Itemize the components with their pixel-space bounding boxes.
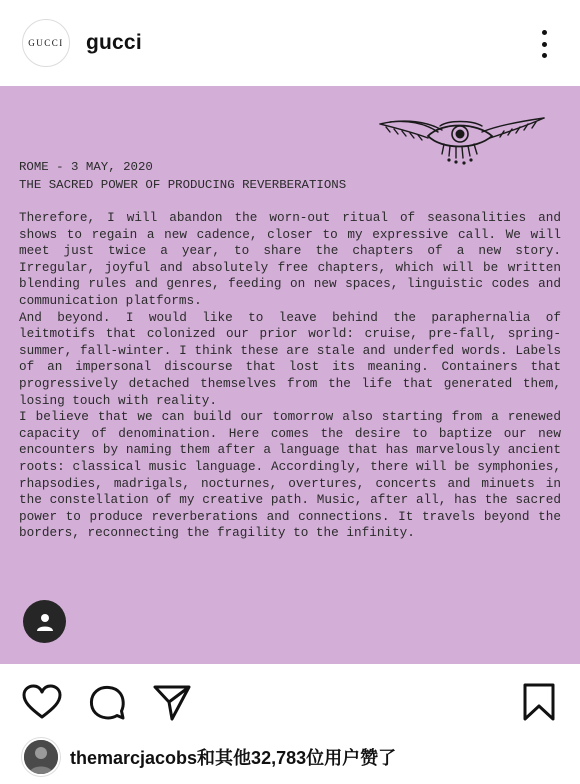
avatar-logo-text: GUCCI (28, 38, 64, 48)
comment-icon[interactable] (88, 684, 126, 722)
letter-paragraph: I believe that we can build our tomorrow also starting from a renewed capacity of denomination. Here comes the desire to baptize our new encounters by naming them after a language that has marvelously ancient roots: classical music language. Accordingly, there will be symphonies, rhapsodies, madrigals, nocturnes, overtures, concerts and minuets in the constellation of my creative path. Music, after all, has the sacred power to produce reverberations and connections. It travels beyond the borders, reconnecting the fragility to the infinity. (19, 409, 561, 541)
letter-paragraph: Therefore, I will abandon the worn-out ritual of seasonalities and shows to regain a new cadence, closer to my expressive call. We will meet just twice a year, to share the chapters of a new story. Irregular, joyful and absolutely free chapters, which will be written blending rules and genres, feeding on new spaces, linguistic codes and communication platforms. (19, 210, 561, 308)
account-avatar[interactable] (22, 19, 70, 67)
letter-date: ROME - 3 MAY, 2020 (19, 160, 153, 174)
likes-summary[interactable] (22, 738, 396, 776)
post-image[interactable] (0, 86, 580, 664)
send-icon[interactable] (152, 684, 192, 722)
liker-avatar[interactable] (22, 738, 60, 776)
account-username[interactable]: gucci (86, 31, 142, 54)
person-icon (35, 612, 55, 632)
likes-count-text[interactable]: themarcjacobs和其他32,783位用户赞了 (70, 748, 397, 768)
action-bar (0, 664, 580, 740)
letter-title: THE SACRED POWER OF PRODUCING REVERBERATIONS (19, 178, 347, 192)
tagged-users-button[interactable] (23, 600, 66, 643)
post-header (0, 0, 580, 86)
avatar-photo-icon (24, 740, 58, 774)
letter-heading (19, 158, 559, 194)
bookmark-icon[interactable] (522, 682, 556, 722)
more-options-icon[interactable] (540, 30, 548, 58)
letter-body (19, 210, 561, 542)
letter-paragraph: And beyond. I would like to leave behind the paraphernalia of leitmotifs that colonized our prior world: cruise, pre-fall, spring-summer, fall-winter. I think these are stale and underfed words. Labels of an impersonal discourse that lost its meaning. Containers that progressively detached themselves from the life that generated them, losing touch with reality. (19, 309, 561, 408)
heart-icon[interactable] (22, 684, 62, 720)
